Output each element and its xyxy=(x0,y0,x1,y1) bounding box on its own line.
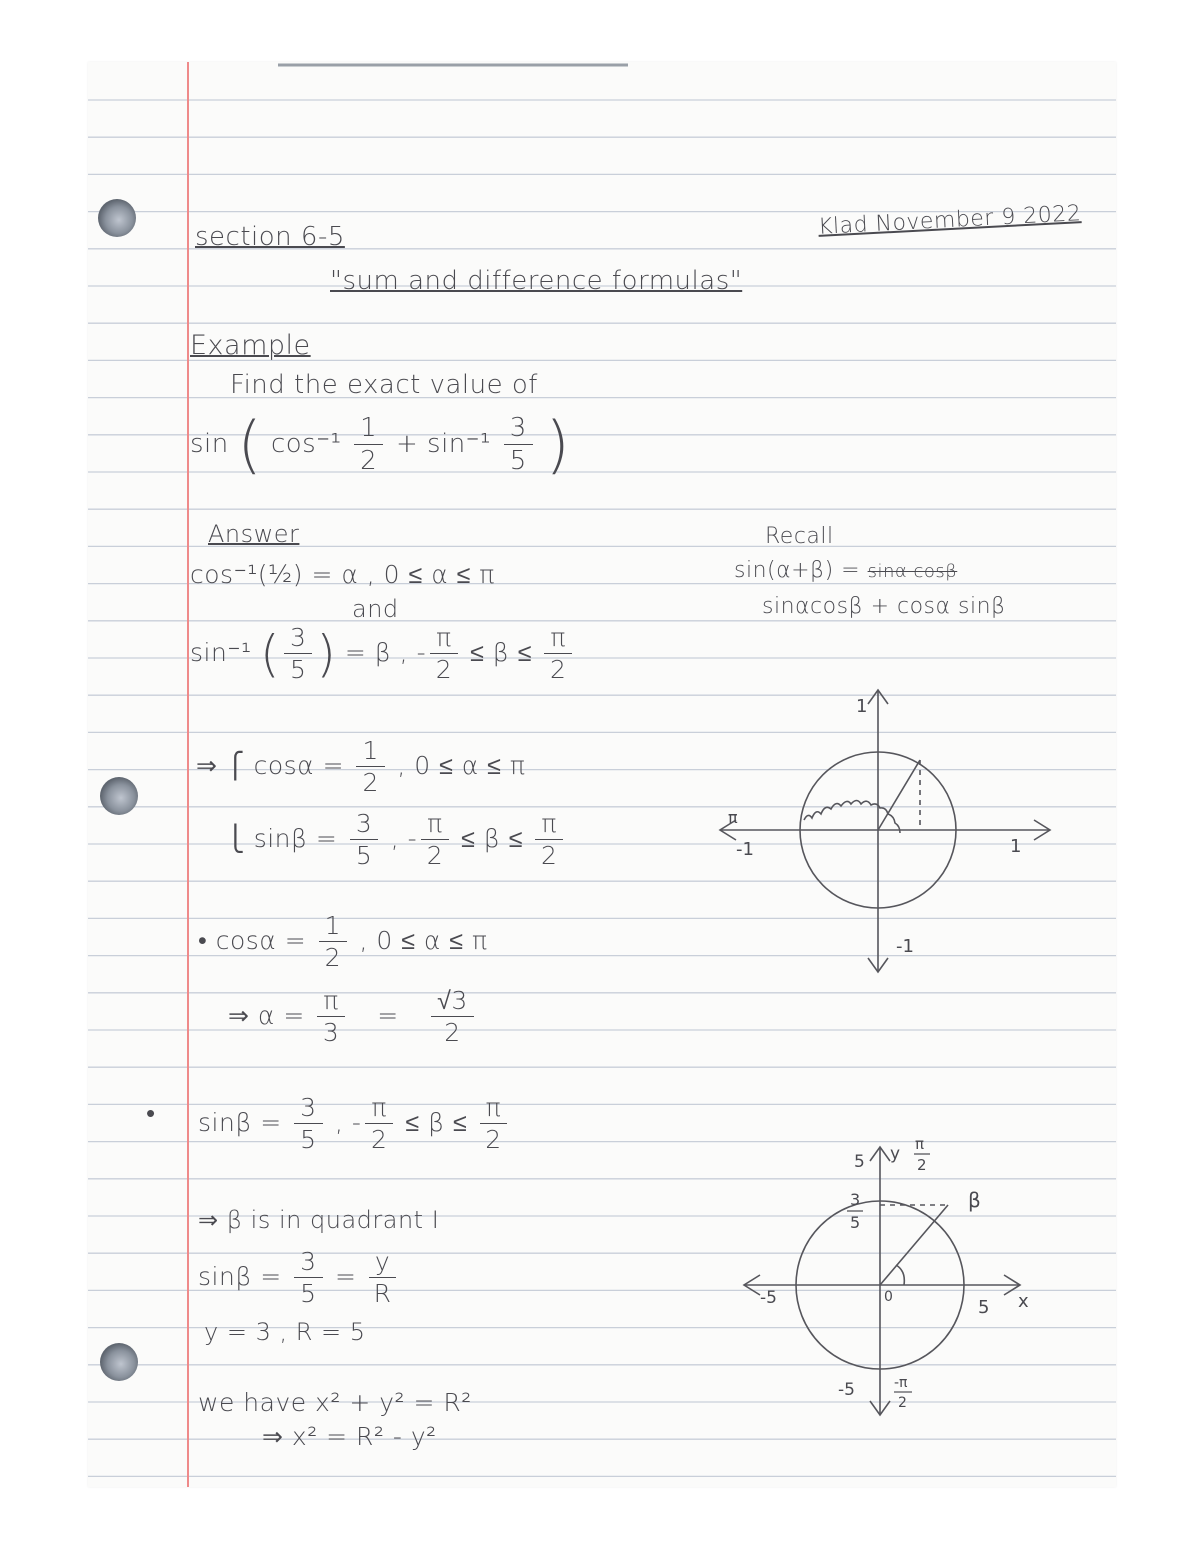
answer-and: and xyxy=(352,595,399,623)
section-title: section 6-5 xyxy=(195,222,345,252)
graph2-top-y: y xyxy=(890,1144,901,1164)
bullet1-line-2: ⇒ α = $\frac{\pi}{3}$ = $\frac{√3}{2}$ xyxy=(228,985,478,1049)
bullet2-values: y = 3 , R = 5 xyxy=(204,1318,366,1346)
graph2-frac-num: 3 xyxy=(850,1190,861,1209)
radius-five-graph xyxy=(720,1125,1060,1425)
graph2-bot-pi: -π xyxy=(894,1375,908,1391)
example-prompt: Find the exact value of xyxy=(230,370,538,400)
name-date: Klad November 9 2022 xyxy=(817,201,1082,240)
graph2-top-label: 5 xyxy=(854,1152,865,1172)
graph2-origin: 0 xyxy=(884,1289,893,1305)
topic-title: "sum and difference formulas" xyxy=(330,266,743,296)
terminal-ray xyxy=(878,760,920,830)
bullet2-pythag: we have x² + y² = R² xyxy=(198,1388,472,1417)
example-expression: sin ( cos⁻¹ $\frac{1}{2}$ + sin⁻¹ $\frac{3}{5}$ ) xyxy=(190,408,571,481)
answer-line-3: ⇒ ⎧ cosα = $\frac{1}{2}$ , 0 ≤ α ≤ π xyxy=(196,736,526,798)
graph2-top-pi: π xyxy=(915,1135,925,1153)
unit-circle-graph xyxy=(700,680,1070,980)
graph1-bottom-label: -1 xyxy=(896,936,914,957)
answer-label: Answer xyxy=(208,520,300,548)
binder-hole xyxy=(100,1343,138,1381)
graph2-x-label: x xyxy=(1018,1291,1029,1312)
graph1-top-label: 1 xyxy=(856,696,868,717)
graph2-beta: β xyxy=(968,1188,981,1212)
bullet2-line-1: sinβ = $\frac{3}{5}$ , - $\frac{\pi}{2}$ ≤ β ≤ $\frac{\pi}{2}$ xyxy=(198,1092,511,1156)
graph1-right-label: 1 xyxy=(1010,836,1022,857)
answer-line-2: sin⁻¹ ( $\frac{3}{5}$ ) = β , - $\frac{\pi}{2}$ ≤ β ≤ $\frac{\pi}{2}$ xyxy=(190,622,576,686)
recall-line-2: sinαcosβ + cosα sinβ xyxy=(762,594,1006,619)
example-label: Example xyxy=(190,330,311,361)
bullet2-dot: • xyxy=(146,1099,156,1129)
graph2-bottom-label: -5 xyxy=(838,1380,855,1400)
answer-line-1: cos⁻¹(½) = α , 0 ≤ α ≤ π xyxy=(190,560,495,589)
binder-hole xyxy=(100,777,138,815)
binder-hole xyxy=(98,199,136,237)
bullet2-quadrant: ⇒ β is in quadrant I xyxy=(198,1206,440,1234)
bullet2-sin-ratio: sinβ = $\frac{3}{5}$ = $\frac{y}{R}$ xyxy=(198,1246,400,1310)
graph1-left-pi: π xyxy=(728,808,738,827)
graph2-bot-two: 2 xyxy=(898,1395,907,1411)
graph2-left-label: -5 xyxy=(760,1288,777,1308)
graph2-right-label: 5 xyxy=(978,1297,990,1318)
recall-line-1: sin(α+β) = sinα cosβ xyxy=(734,558,958,583)
graph2-top-two: 2 xyxy=(917,1156,927,1174)
bullet2-pythag-solved: ⇒ x² = R² - y² xyxy=(262,1422,437,1451)
terminal-ray xyxy=(880,1205,948,1285)
bullet1-line-1: • cosα = $\frac{1}{2}$ , 0 ≤ α ≤ π xyxy=(198,911,488,973)
graph1-left-label: -1 xyxy=(736,839,754,860)
recall-label: Recall xyxy=(765,524,834,549)
angle-arc xyxy=(896,1265,904,1285)
graph2-frac-den: 5 xyxy=(850,1213,861,1232)
answer-line-4: ⎩ sinβ = $\frac{3}{5}$ , - $\frac{\pi}{2}$ ≤ β ≤ $\frac{\pi}{2}$ xyxy=(226,808,567,872)
